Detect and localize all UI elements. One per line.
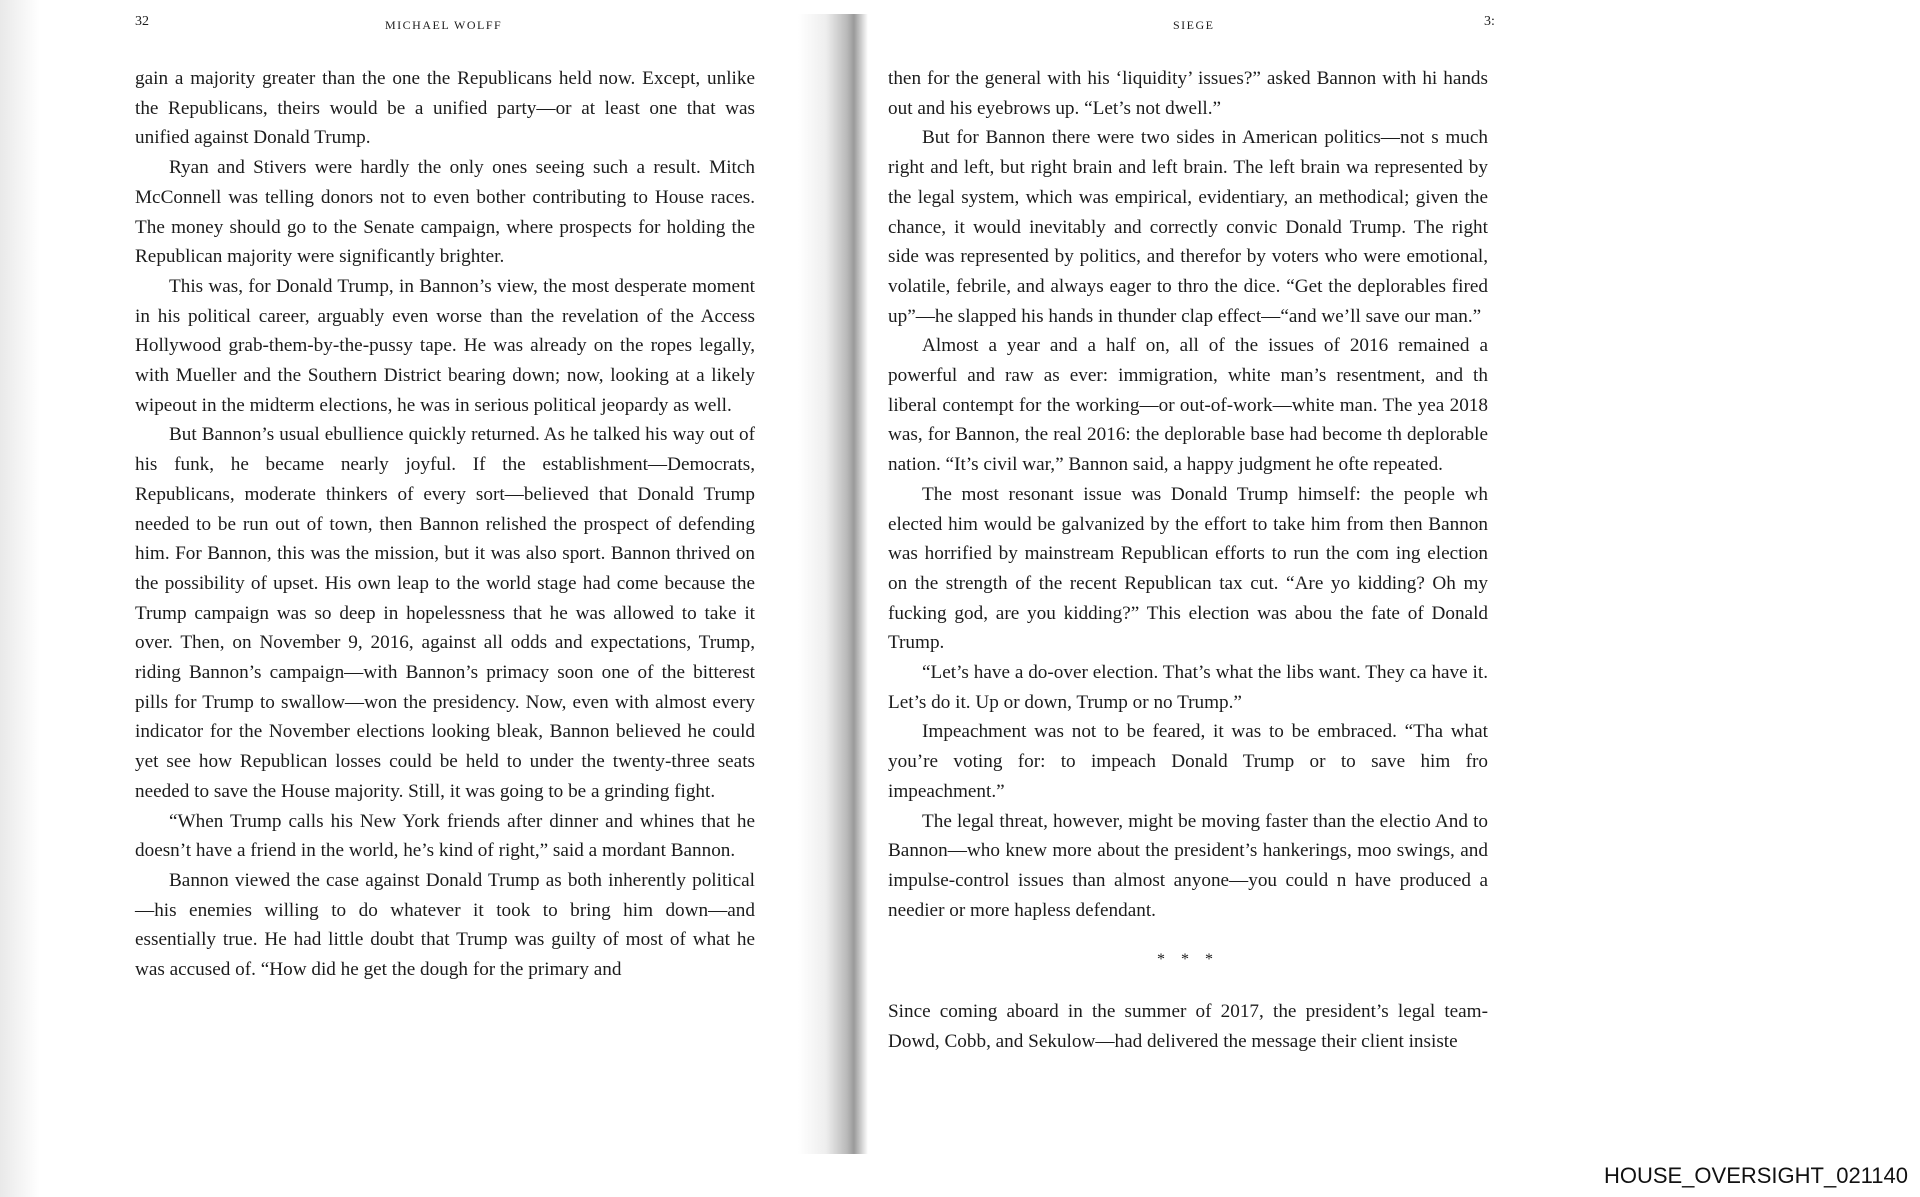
left-page-number: 32: [135, 14, 149, 29]
paragraph: Almost a year and a half on, all of the issues of 2016 remained a powerful and raw as ever: immigration, white man’s resentment, and th liberal contempt for the working—or out-of-work—white man. The yea 2018 was, for Bannon, the real 2016: the deplorable base had become th deplorable nation. “It’s civil war,” Bannon said, a happy judgment he ofte repeated.: [888, 335, 1488, 476]
right-page-body: [888, 64, 1488, 1057]
scan-edge-shadow: [0, 0, 40, 1197]
paragraph: Since coming aboard in the summer of 2017, the president’s legal team-Dowd, Cobb, and Sekulow—had delivered the message their client insiste: [888, 1001, 1488, 1052]
paragraph: Impeachment was not to be feared, it was to be embraced. “Tha what you’re voting for: to impeach Donald Trump or to save him fro impeachment.”: [888, 721, 1488, 802]
paragraph: But Bannon’s usual ebullience quickly returned. As he talked his way out of his funk, he became nearly joyful. If the establishment—Democrats, Republicans, moderate thinkers of every sort—believed that Donald Trump needed to be run out of town, then Bannon relished the prospect of defending him. For Bannon, this was the mission, but it was also sport. Bannon thrived on the possibility of upset. His own leap to the world stage had come because the Trump campaign was so deep in hopelessness that he was allowed to take it over. Then, on November 9, 2016, against all odds and expectations, Trump, riding Bannon’s campaign—with Bannon’s primacy soon one of the bitterest pills for Trump to swallow—won the presidency. Now, even with almost every indicator for the November elections looking bleak, Bannon believed he could yet see how Republican losses could be held to under the twenty-three seats needed to save the House majority. Still, it was going to be a grinding fight.: [135, 424, 755, 802]
left-page-body: [135, 64, 755, 985]
paragraph: gain a majority greater than the one the Republicans held now. Except, unlike the Republicans, theirs would be a unified party—or at least one that was unified against Donald Trump.: [135, 68, 755, 149]
paragraph: But for Bannon there were two sides in American politics—not s much right and left, but right brain and left brain. The left brain wa represented by the legal system, which was empirical, evidentiary, an methodical; given the chance, it would inevitably and correctly convic Donald Trump. The right side was represented by politics, and therefor by voters who were emotional, volatile, febrile, and always eager to thro the dice. “Get the deplorables fired up”—he slapped his hands in thunder clap effect—“and we’ll save our man.”: [888, 127, 1488, 327]
bates-stamp: HOUSE_OVERSIGHT_021140: [1603, 1163, 1908, 1188]
section-break: * * *: [1157, 951, 1219, 969]
paragraph: “When Trump calls his New York friends after dinner and whines that he doesn’t have a friend in the world, he’s kind of right,” said a mordant Bannon.: [135, 810, 755, 862]
left-running-head: MICHAEL WOLFF: [385, 18, 503, 32]
right-running-head: SIEGE: [1173, 18, 1215, 32]
paragraph: The legal threat, however, might be moving faster than the electio And to Bannon—who knew more about the president’s hankerings, moo swings, and impulse-control issues than almost anyone—you could n have produced a needier or more hapless defendant.: [888, 810, 1488, 921]
paragraph: Bannon viewed the case against Donald Trump as both inherently political—his enemies willing to do whatever it took to bring him down—and essentially true. He had little doubt that Trump was guilty of most of what he was accused of. “How did he get the dough for the primary and: [135, 869, 755, 981]
paragraph: The most resonant issue was Donald Trump himself: the people wh elected him would be galvanized by the effort to take him from then Bannon was horrified by mainstream Republican efforts to run the com ing election on the strength of the recent Republican tax cut. “Are yo kidding? Oh my fucking god, are you kidding?” This election was abou the fate of Donald Trump.: [888, 483, 1488, 654]
right-page-number: 3:: [1484, 14, 1495, 29]
paragraph: “Let’s have a do-over election. That’s what the libs want. They ca have it. Let’s do it. Up or down, Trump or no Trump.”: [888, 662, 1488, 713]
paragraph: This was, for Donald Trump, in Bannon’s view, the most desperate moment in his political career, arguably even worse than the revelation of the Access Hollywood grab-them-by-the-pussy tape. He was already on the ropes legally, with Mueller and the Southern District bearing down; now, looking at a likely wipeout in the midterm elections, he was in serious political jeopardy as well.: [135, 275, 755, 416]
book-gutter-shadow: [798, 14, 868, 1154]
paragraph: then for the general with his ‘liquidity’ issues?” asked Bannon with hi hands out and his eyebrows up. “Let’s not dwell.”: [888, 68, 1488, 119]
paragraph: Ryan and Stivers were hardly the only ones seeing such a result. Mitch McConnell was telling donors not to even bother contributing to House races. The money should go to the Senate campaign, where prospects for holding the Republican majority were significantly brighter.: [135, 157, 755, 268]
